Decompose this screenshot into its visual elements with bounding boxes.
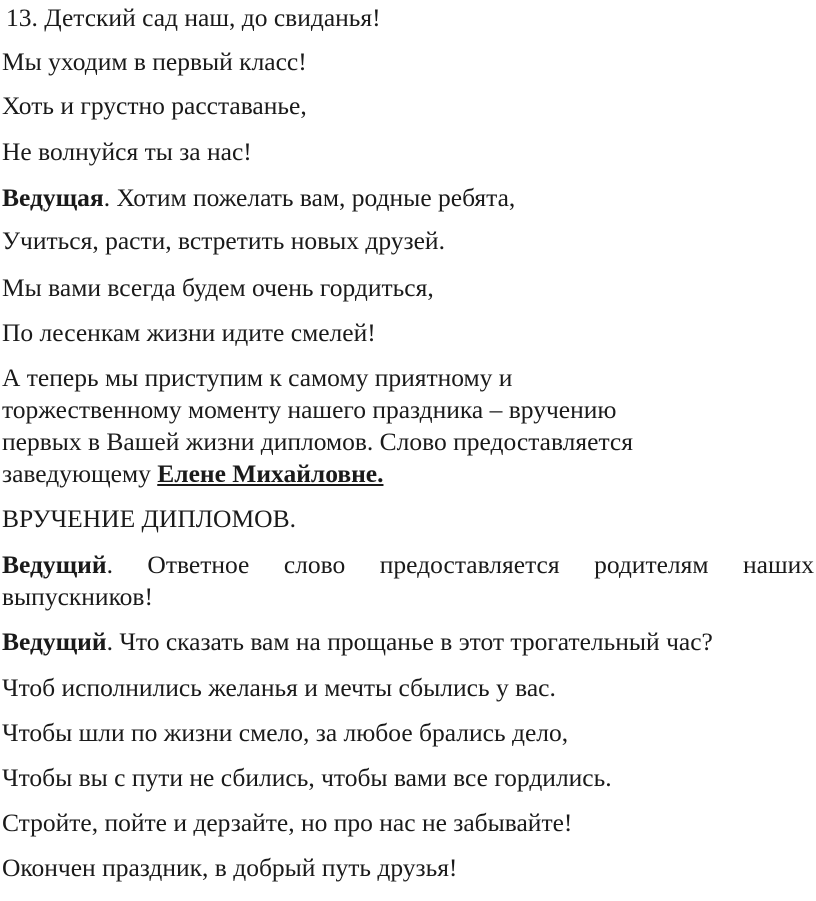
section-heading: ВРУЧЕНИЕ ДИПЛОМОВ. — [2, 504, 296, 533]
paragraph-text: А теперь мы приступим к самому приятному и торжественному моменту нашего праздника – вручению первых в Вашей жизни дипломов. Слово предоставляется заведующему — [2, 363, 633, 488]
poem-line: Учиться, расти, встретить новых друзей. — [2, 226, 445, 255]
poem-line: Хоть и грустно расставанье, — [2, 91, 307, 120]
poem-line: Чтобы шли по жизни смело, за любое брались дело, — [2, 718, 569, 747]
director-name: Елене Михайловне. — [157, 459, 384, 488]
speaker-name: Ведущая — [2, 183, 104, 212]
speaker-name: Ведущий — [2, 627, 107, 656]
poem-line: Стройте, пойте и дерзайте, но про нас не забывайте! — [2, 808, 573, 837]
diplomas-paragraph — [2, 362, 666, 490]
host-line — [2, 626, 814, 658]
poem-line: По лесенкам жизни идите смелей! — [2, 318, 376, 347]
poem-line: Чтоб исполнились желанья и мечты сбылись у вас. — [2, 673, 556, 702]
speech-text: . Ответное слово предоставляется родителям наших выпускников! — [2, 550, 814, 611]
poem-line: Мы уходим в первый класс! — [2, 47, 307, 76]
host-line — [2, 182, 814, 214]
speech-text: . Что сказать вам на прощанье в этот трогательный час? — [106, 627, 713, 656]
host-paragraph — [2, 549, 814, 613]
speech-text: . Хотим пожелать вам, родные ребята, — [103, 183, 516, 212]
poem-line: Не волнуйся ты за нас! — [2, 137, 252, 166]
poem-line: 13. Детский сад наш, до свиданья! — [6, 3, 381, 32]
poem-line: Чтобы вы с пути не сбились, чтобы вами все гордились. — [2, 763, 612, 792]
speaker-name: Ведущий — [2, 550, 107, 579]
poem-line: Мы вами всегда будем очень гордиться, — [2, 273, 434, 302]
poem-line: Окончен праздник, в добрый путь друзья! — [2, 853, 458, 882]
